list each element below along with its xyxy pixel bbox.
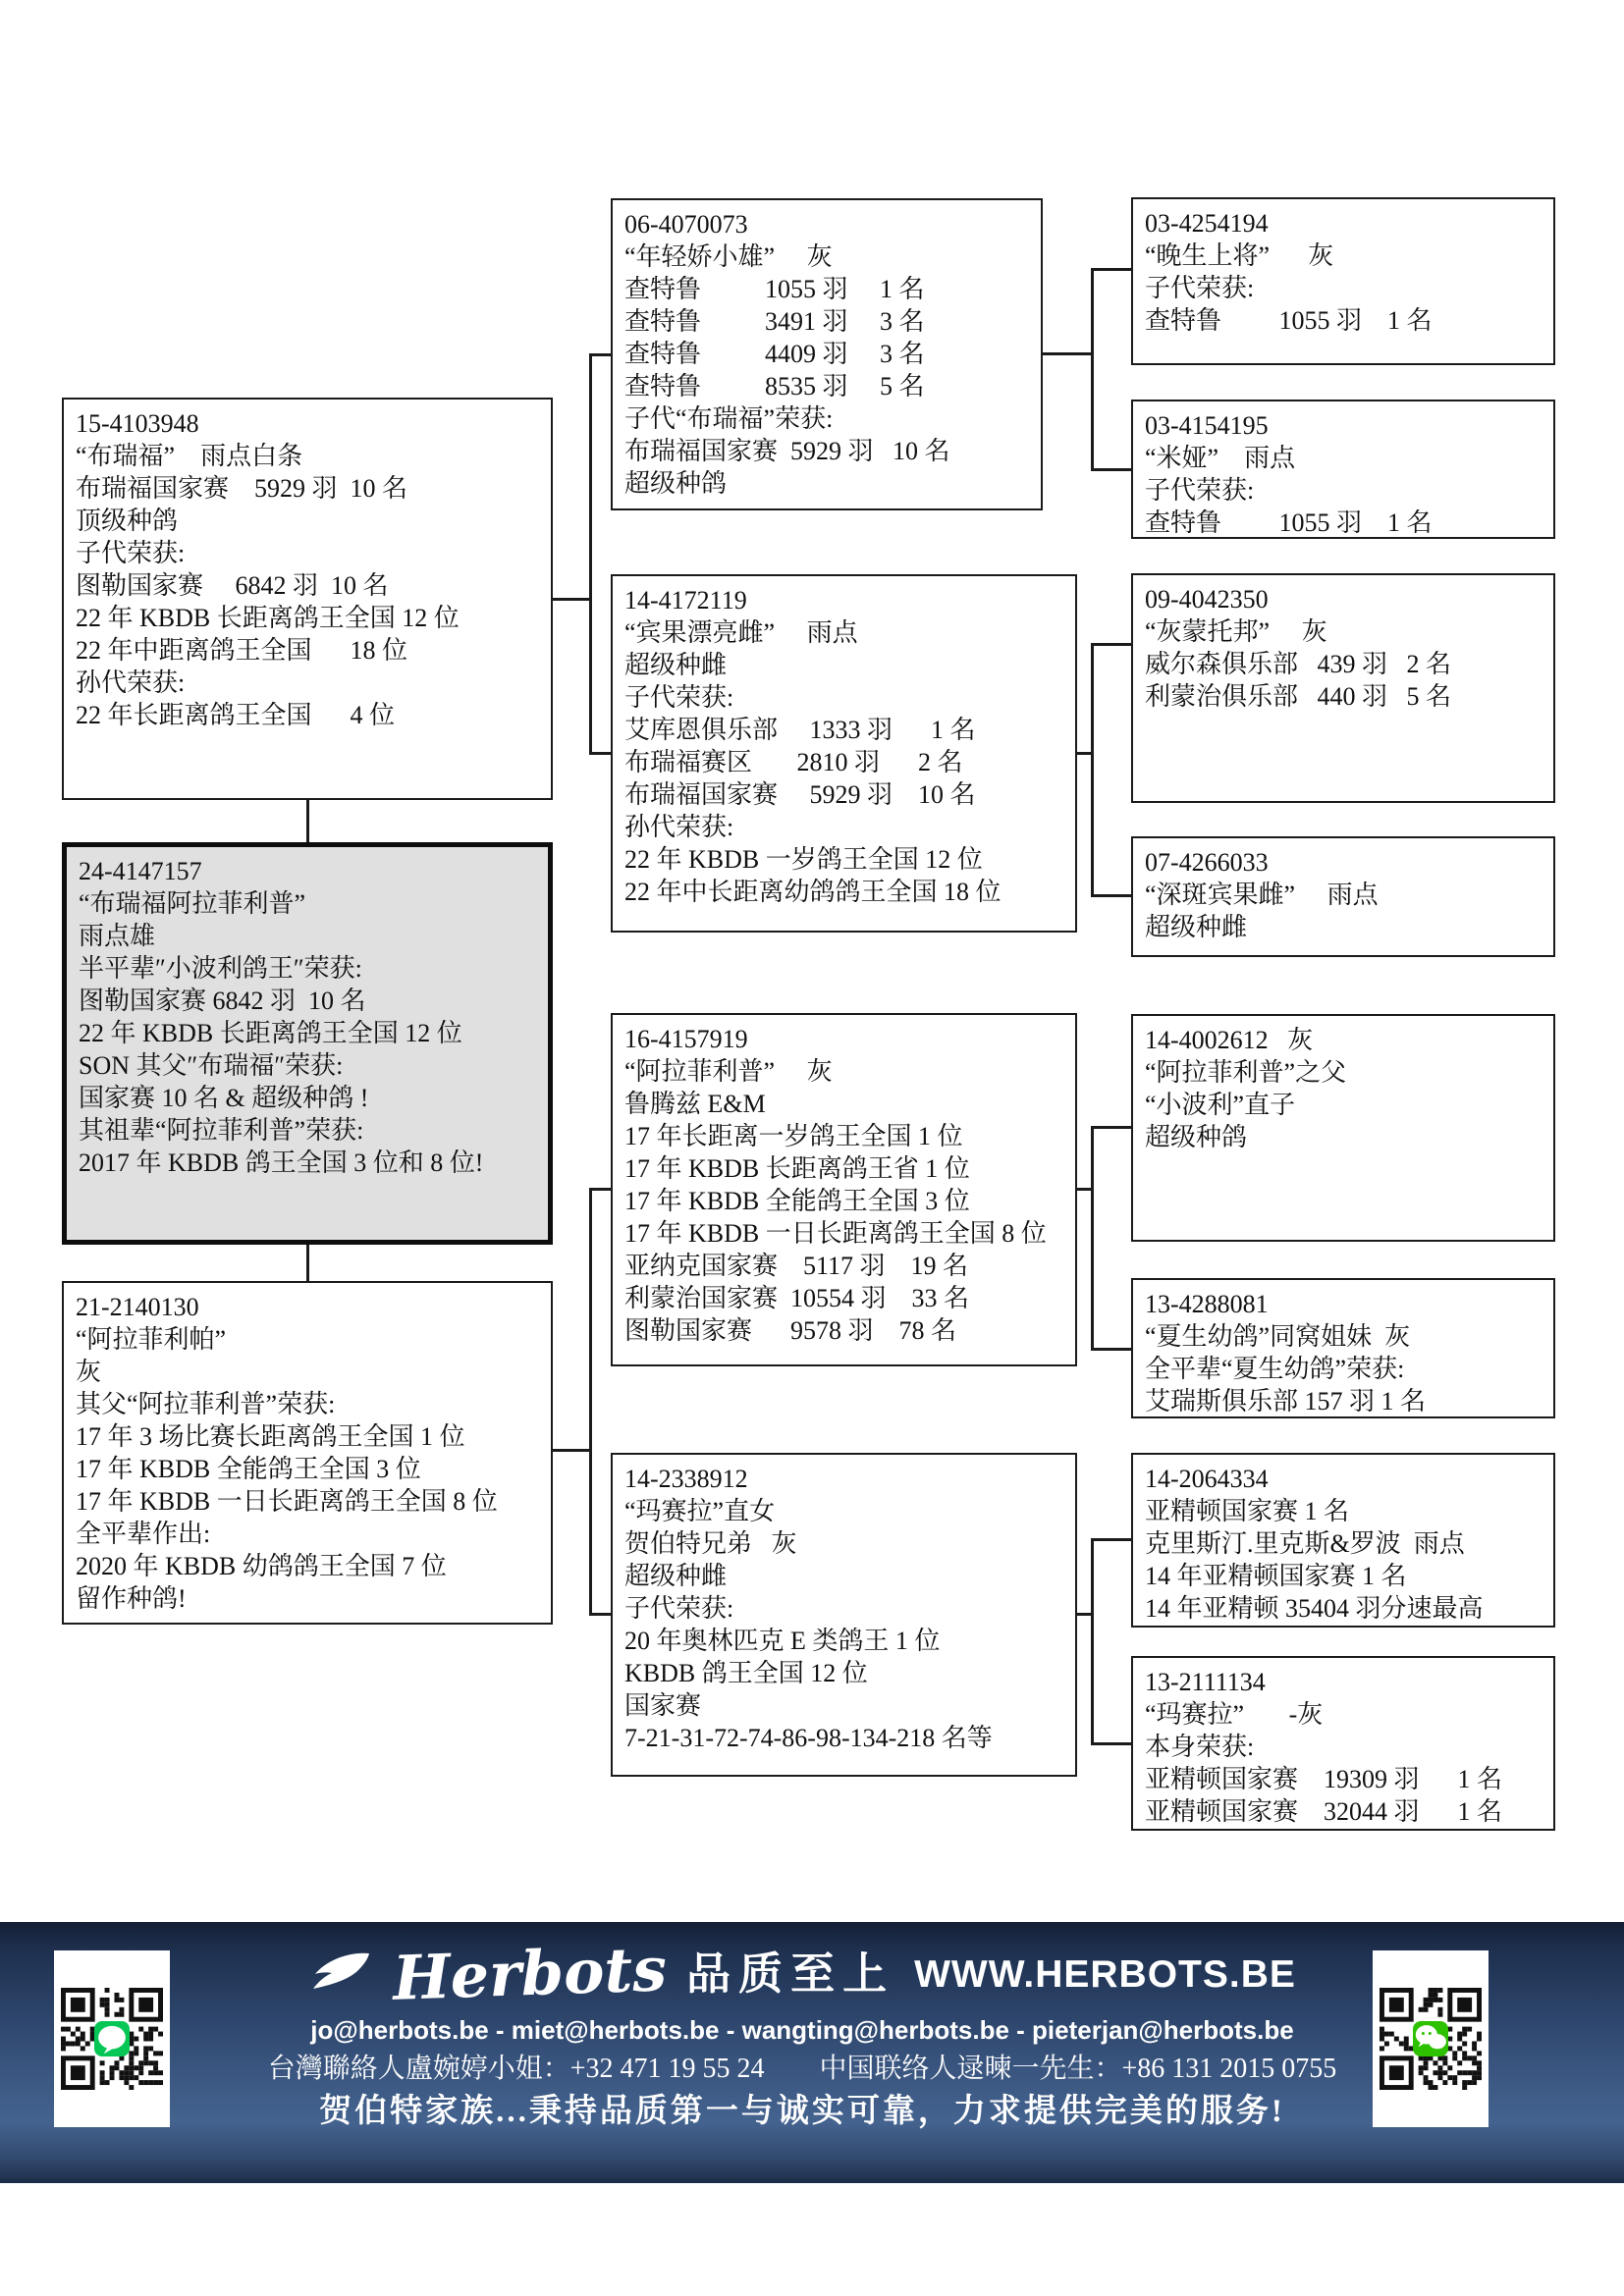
connector-line — [1091, 1742, 1131, 1745]
text-line: 鲁腾兹 E&M — [624, 1090, 766, 1118]
text-line: 16-4157919 — [624, 1025, 748, 1053]
qr-panel-right — [1373, 1950, 1489, 2127]
pedigree-box-sd-dam — [1131, 836, 1555, 957]
pedigree-box-ss-dam — [1131, 400, 1555, 539]
text-line: 17 年 KBDB 全能鸽王全国 3 位 — [624, 1187, 970, 1215]
text-line: 子代荣获: — [76, 539, 186, 567]
pedigree-box-ss-sire — [1131, 197, 1555, 365]
text-line: 贺伯特兄弟 灰 — [624, 1529, 797, 1558]
connector-line — [1091, 1538, 1094, 1745]
pedigree-box-sd-sire — [1131, 573, 1555, 803]
text-line: 03-4154195 — [1145, 411, 1269, 440]
connector-line — [589, 752, 611, 755]
text-line: 7-21-31-72-74-86-98-134-218 名等 — [624, 1724, 993, 1752]
footer-center — [182, 1933, 1423, 2130]
pedigree-box-subject — [62, 842, 553, 1245]
text-line: 14 年亚精顿 35404 羽分速最高 — [1145, 1594, 1484, 1623]
text-line: 布瑞福国家赛 5929 羽 10 名 — [624, 780, 976, 809]
text-line: 超级种雌 — [624, 1562, 728, 1590]
pedigree-box-dd-dam — [1131, 1656, 1555, 1831]
text-line: 灰 — [76, 1358, 102, 1386]
text-line: 13-4288081 — [1145, 1290, 1269, 1318]
text-line: 子代荣获: — [624, 683, 734, 712]
connector-line — [1091, 268, 1131, 271]
text-line: 亚精顿国家赛 19309 羽 1 名 — [1145, 1765, 1503, 1793]
text-line: 子代“布瑞福”荣获: — [624, 404, 834, 433]
text-line: 全平辈作出: — [76, 1520, 211, 1548]
text-line: 国家赛 — [624, 1691, 702, 1720]
text-line: 查特鲁 1055 羽 1 名 — [1145, 508, 1433, 537]
brand-row — [182, 1933, 1423, 2014]
text-line: 本身荣获: — [1145, 1733, 1255, 1761]
connector-line — [589, 353, 611, 356]
connector-line — [1091, 1538, 1131, 1541]
text-line: “阿拉菲利帕” — [76, 1325, 227, 1354]
text-line: 图勒国家赛 9578 羽 78 名 — [624, 1316, 957, 1345]
text-line: 17 年 KBDB 长距离鸽王省 1 位 — [624, 1154, 970, 1183]
text-line: “灰蒙托邦” 灰 — [1145, 617, 1327, 646]
connector-line — [1091, 1126, 1094, 1351]
pedigree-box-dd-sire — [1131, 1453, 1555, 1628]
connector-line — [553, 1449, 591, 1452]
text-line: 07-4266033 — [1145, 848, 1269, 877]
text-line: 03-4254194 — [1145, 209, 1269, 238]
text-line: 雨点雄 — [79, 922, 156, 950]
brand-logo-text: Herbots — [391, 1933, 669, 2014]
contact-china: 中国联络人逯暕一先生：+86 131 2015 0755 — [819, 2053, 1337, 2084]
text-line: 22 年中距离鸽王全国 18 位 — [76, 636, 408, 665]
text-line: 布瑞福国家赛 5929 羽 10 名 — [624, 437, 950, 465]
text-line: 14-4002612 灰 — [1145, 1026, 1314, 1054]
text-line: 2017 年 KBDB 鸽王全国 3 位和 8 位! — [79, 1148, 484, 1177]
text-line: 17 年 KBDB 一日长距离鸽王全国 8 位 — [624, 1219, 1047, 1248]
text-line: “阿拉菲利普” 灰 — [624, 1057, 833, 1086]
feather-icon — [308, 1951, 373, 1998]
text-line: “玛赛拉”直女 — [624, 1497, 776, 1525]
text-line: 2020 年 KBDB 幼鸽鸽王全国 7 位 — [76, 1552, 447, 1580]
text-line: “晚生上将” 灰 — [1145, 241, 1334, 270]
text-line: 超级种雌 — [1145, 913, 1248, 941]
brand-slogan-cn: 品质至上 — [686, 1949, 895, 1999]
text-line: 利蒙治俱乐部 440 羽 5 名 — [1145, 682, 1452, 711]
text-line: “深斑宾果雌” 雨点 — [1145, 881, 1379, 909]
connector-line — [306, 800, 309, 842]
text-line: “小波利”直子 — [1145, 1091, 1296, 1119]
text-line: 孙代荣获: — [624, 813, 734, 841]
connector-line — [589, 1188, 611, 1191]
text-line: 超级种鸽 — [1145, 1123, 1248, 1151]
text-line: 图勒国家赛 6842 羽 10 名 — [76, 571, 389, 600]
connector-line — [589, 1613, 611, 1616]
connector-line — [1091, 1348, 1131, 1351]
pedigree-box-ds-dam — [1131, 1278, 1555, 1418]
pedigree-box-sire — [62, 398, 553, 800]
connector-line — [1091, 1126, 1131, 1129]
footer-slogan: 贺伯特家族...秉持品质第一与诚实可靠，力求提供完美的服务! — [319, 2094, 1285, 2130]
text-line: 09-4042350 — [1145, 585, 1269, 614]
text-line: 留作种鸽! — [76, 1584, 187, 1613]
text-line: 半平辈″小波利鸽王″荣获: — [79, 954, 362, 983]
text-line: 14-2064334 — [1145, 1465, 1269, 1493]
text-line: “阿拉菲利普”之父 — [1145, 1058, 1347, 1087]
qr-panel-left — [54, 1950, 170, 2127]
connector-line — [589, 353, 592, 755]
pedigree-box-dam-dam — [611, 1453, 1077, 1777]
connector-line — [1091, 268, 1094, 471]
text-line: 14-4172119 — [624, 586, 747, 614]
text-line: 查特鲁 3491 羽 3 名 — [624, 307, 925, 336]
text-line: 17 年 KBDB 一日长距离鸽王全国 8 位 — [76, 1487, 498, 1516]
text-line: 06-4070073 — [624, 210, 748, 239]
text-line: 22 年 KBDB 一岁鸽王全国 12 位 — [624, 845, 983, 874]
text-line: 利蒙治国家赛 10554 羽 33 名 — [624, 1284, 970, 1312]
text-line: 21-2140130 — [76, 1293, 199, 1321]
connector-line — [1091, 468, 1131, 471]
text-line: 艾库恩俱乐部 1333 羽 1 名 — [624, 716, 976, 744]
text-line: 24-4147157 — [79, 857, 202, 885]
connector-line — [1091, 894, 1131, 897]
text-line: 亚精顿国家赛 1 名 — [1145, 1497, 1350, 1525]
text-line: “布瑞福” 雨点白条 — [76, 442, 303, 470]
text-line: 其祖辈“阿拉菲利普”荣获: — [79, 1116, 364, 1145]
text-line: 其父“阿拉菲利普”荣获: — [76, 1390, 336, 1418]
text-line: 22 年 KBDB 长距离鸽王全国 12 位 — [79, 1019, 462, 1047]
text-line: 查特鲁 1055 羽 1 名 — [1145, 306, 1433, 335]
text-line: 布瑞福赛区 2810 羽 2 名 — [624, 748, 963, 776]
text-line: “米娅” 雨点 — [1145, 444, 1296, 472]
text-line: 查特鲁 4409 羽 3 名 — [624, 340, 925, 368]
line-app-icon — [94, 2021, 130, 2056]
text-line: “布瑞福阿拉菲利普” — [79, 889, 306, 918]
text-line: “年轻娇小雄” 灰 — [624, 242, 833, 271]
text-line: 顶级种鸽 — [76, 507, 179, 535]
connector-line — [553, 598, 591, 601]
website-url: WWW.HERBOTS.BE — [914, 1952, 1296, 1996]
connector-line — [306, 1245, 309, 1281]
text-line: 17 年长距离一岁鸽王全国 1 位 — [624, 1122, 963, 1150]
email-line: jo@herbots.be - miet@herbots.be - wangting@herbots.be - pieterjan@herbots.be — [310, 2015, 1294, 2045]
connector-line — [1041, 352, 1093, 355]
text-line: 超级种雌 — [624, 651, 728, 679]
text-line: 国家赛 10 名 & 超级种鸽 ! — [79, 1084, 369, 1112]
text-line: “夏生幼鸽”同窝姐妹 灰 — [1145, 1322, 1411, 1351]
pedigree-box-dam — [62, 1281, 553, 1625]
pedigree-box-ds-sire — [1131, 1014, 1555, 1242]
text-line: KBDB 鸽王全国 12 位 — [624, 1659, 868, 1687]
text-line: 亚精顿国家赛 32044 羽 1 名 — [1145, 1797, 1503, 1826]
text-line: 查特鲁 8535 羽 5 名 — [624, 372, 925, 400]
text-line: 查特鲁 1055 羽 1 名 — [624, 275, 925, 303]
text-line: 子代荣获: — [1145, 274, 1255, 302]
contact-line — [182, 2055, 1423, 2085]
text-line: 子代荣获: — [624, 1594, 734, 1623]
text-line: 艾瑞斯俱乐部 157 羽 1 名 — [1145, 1387, 1427, 1415]
contact-taiwan: 台灣聯絡人盧婉婷小姐：+32 471 19 55 24 — [267, 2053, 765, 2084]
text-line: 孙代荣获: — [76, 668, 186, 697]
text-line: 全平辈“夏生幼鸽”荣获: — [1145, 1355, 1405, 1383]
text-line: 超级种鸽 — [624, 469, 728, 498]
text-line: SON 其父″布瑞福″荣获: — [79, 1051, 344, 1080]
text-line: 22 年长距离鸽王全国 4 位 — [76, 701, 396, 729]
text-line: 20 年奥林匹克 E 类鸽王 1 位 — [624, 1627, 941, 1655]
text-line: 14-2338912 — [624, 1465, 748, 1493]
text-line: 22 年中长距离幼鸽鸽王全国 18 位 — [624, 878, 1001, 906]
pedigree-box-dam-sire — [611, 1013, 1077, 1366]
text-line: 图勒国家赛 6842 羽 10 名 — [79, 987, 366, 1015]
text-line: 22 年 KBDB 长距离鸽王全国 12 位 — [76, 604, 460, 632]
text-line: 布瑞福国家赛 5929 羽 10 名 — [76, 474, 408, 503]
footer-banner — [0, 1922, 1624, 2183]
text-line: “玛赛拉” -灰 — [1145, 1700, 1324, 1729]
pedigree-box-sire-dam — [611, 574, 1077, 933]
text-line: 17 年 KBDB 全能鸽王全国 3 位 — [76, 1455, 421, 1483]
text-line: 亚纳克国家赛 5117 羽 19 名 — [624, 1252, 969, 1280]
text-line: 13-2111134 — [1145, 1668, 1266, 1696]
text-line: 14 年亚精顿国家赛 1 名 — [1145, 1562, 1407, 1590]
text-line: 子代荣获: — [1145, 476, 1255, 505]
pedigree-box-sire-sire — [611, 198, 1043, 510]
text-line: 克里斯汀.里克斯&罗波 雨点 — [1145, 1529, 1465, 1558]
connector-line — [589, 1188, 592, 1616]
text-line: 17 年 3 场比赛长距离鸽王全国 1 位 — [76, 1422, 465, 1451]
text-line: “宾果漂亮雌” 雨点 — [624, 618, 858, 647]
connector-line — [1091, 643, 1094, 897]
wechat-app-icon — [1413, 2021, 1448, 2056]
text-line: 15-4103948 — [76, 409, 199, 438]
connector-line — [1091, 643, 1131, 646]
text-line: 威尔森俱乐部 439 羽 2 名 — [1145, 650, 1452, 678]
